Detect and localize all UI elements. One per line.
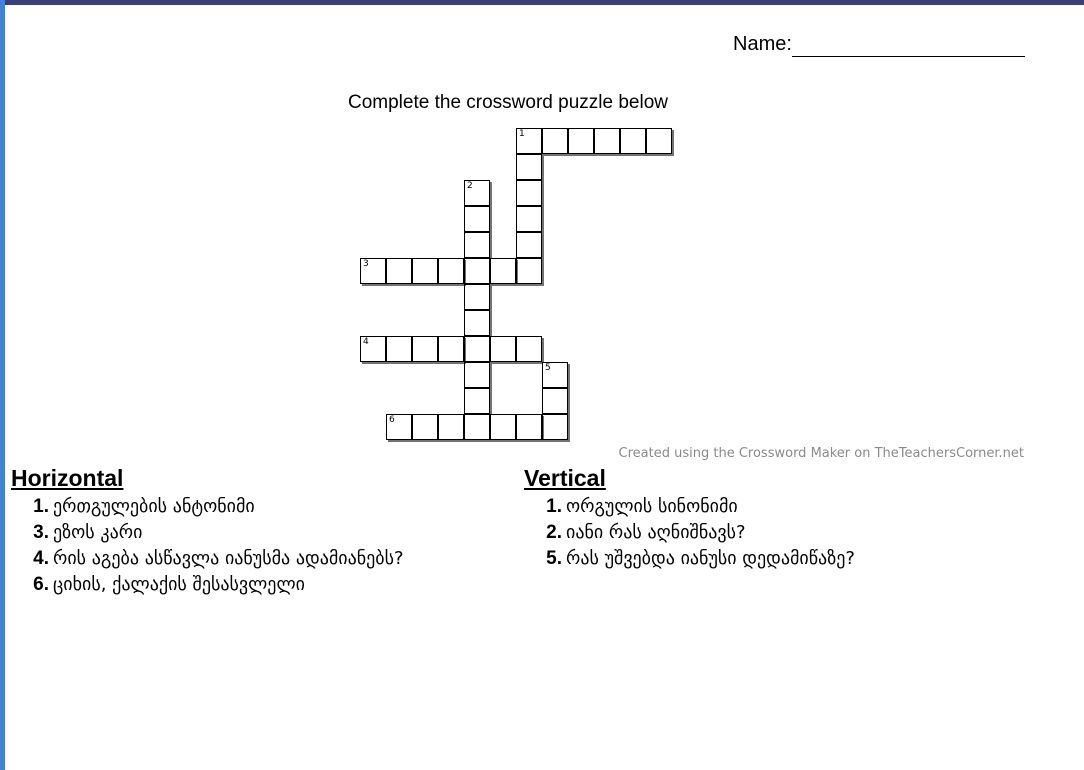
- cell-number: 4: [363, 337, 369, 347]
- crossword-cell[interactable]: [386, 414, 412, 440]
- crossword-cell[interactable]: [542, 128, 568, 154]
- horizontal-clue-list: [11, 496, 404, 600]
- crossword-cell[interactable]: [516, 232, 542, 258]
- credit-text: Created using the Crossword Maker on TheTeachersCorner.net: [618, 446, 1024, 461]
- clue-item: [524, 496, 855, 522]
- crossword-cell[interactable]: [516, 336, 542, 362]
- crossword-cell[interactable]: [490, 414, 516, 440]
- clue-number: 1.: [546, 496, 562, 517]
- clue-item: [11, 548, 404, 574]
- horizontal-heading: Horizontal: [11, 465, 124, 491]
- clue-number: 5.: [546, 548, 562, 569]
- crossword-cell[interactable]: [438, 258, 464, 284]
- crossword-cell[interactable]: [464, 206, 490, 232]
- crossword-cell[interactable]: [620, 128, 646, 154]
- left-edge-bar: [0, 0, 5, 770]
- crossword-cell[interactable]: [464, 232, 490, 258]
- name-input-line[interactable]: [792, 56, 1025, 57]
- clue-text: რის აგება ასწავლა იანუსმა ადამიანებს?: [53, 548, 404, 569]
- clue-text: რას უშვებდა იანუსი დედამიწაზე?: [566, 548, 855, 569]
- crossword-cell[interactable]: [438, 414, 464, 440]
- crossword-cell[interactable]: [360, 258, 386, 284]
- crossword-cell[interactable]: [464, 388, 490, 414]
- crossword-cell[interactable]: [542, 362, 568, 388]
- crossword-cell[interactable]: [464, 284, 490, 310]
- crossword-cell[interactable]: [412, 336, 438, 362]
- clue-number: 2.: [546, 522, 562, 543]
- vertical-clue-list: [524, 496, 855, 574]
- crossword-cell[interactable]: [542, 388, 568, 414]
- clue-text: ციხის, ქალაქის შესასვლელი: [53, 574, 305, 595]
- crossword-cell[interactable]: [490, 336, 516, 362]
- clue-text: იანი რას აღნიშნავს?: [566, 522, 746, 543]
- crossword-cell[interactable]: [464, 180, 490, 206]
- clue-number: 1.: [33, 496, 49, 517]
- crossword-cell[interactable]: [464, 336, 490, 362]
- crossword-cell[interactable]: [646, 128, 672, 154]
- clue-item: [11, 574, 404, 600]
- crossword-cell[interactable]: [386, 336, 412, 362]
- clue-item: [11, 522, 404, 548]
- crossword-cell[interactable]: [516, 206, 542, 232]
- cell-number: 5: [545, 363, 551, 373]
- clue-text: ერთგულების ანტონიმი: [53, 496, 255, 517]
- crossword-cell[interactable]: [386, 258, 412, 284]
- cell-number: 6: [389, 415, 395, 425]
- clue-item: [524, 522, 855, 548]
- crossword-cell[interactable]: [438, 336, 464, 362]
- clue-item: [524, 548, 855, 574]
- clue-number: 6.: [33, 574, 49, 595]
- crossword-cell[interactable]: [516, 180, 542, 206]
- crossword-cell[interactable]: [516, 258, 542, 284]
- clue-item: [11, 496, 404, 522]
- horizontal-clues: [11, 464, 404, 600]
- clue-number: 3.: [33, 522, 49, 543]
- clue-number: 4.: [33, 548, 49, 569]
- top-bar: [0, 0, 1084, 5]
- cell-number: 2: [467, 181, 473, 191]
- crossword-cell[interactable]: [464, 362, 490, 388]
- crossword-cell[interactable]: [516, 414, 542, 440]
- crossword-cell[interactable]: [594, 128, 620, 154]
- crossword-cell[interactable]: [516, 128, 542, 154]
- crossword-cell[interactable]: [464, 258, 490, 284]
- cell-number: 3: [363, 259, 369, 269]
- crossword-cell[interactable]: [464, 414, 490, 440]
- vertical-heading: Vertical: [524, 465, 606, 491]
- crossword-cell[interactable]: [412, 414, 438, 440]
- clue-text: ეზოს კარი: [53, 522, 143, 543]
- name-label: Name:: [733, 33, 792, 55]
- crossword-cell[interactable]: [490, 258, 516, 284]
- crossword-cell[interactable]: [516, 154, 542, 180]
- crossword-cell[interactable]: [360, 336, 386, 362]
- cell-number: 1: [519, 129, 525, 139]
- clue-text: ორგულის სინონიმი: [566, 496, 738, 517]
- crossword-cell[interactable]: [464, 310, 490, 336]
- crossword-cell[interactable]: [568, 128, 594, 154]
- puzzle-title: Complete the crossword puzzle below: [348, 92, 668, 113]
- crossword-cell[interactable]: [412, 258, 438, 284]
- crossword-cell[interactable]: [542, 414, 568, 440]
- vertical-clues: [524, 464, 855, 574]
